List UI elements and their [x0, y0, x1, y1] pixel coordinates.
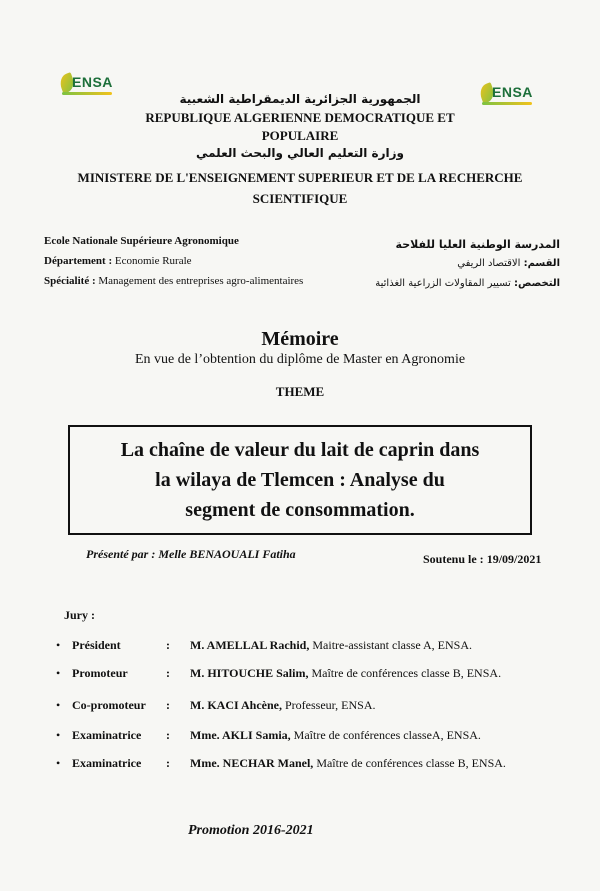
jury-member	[190, 638, 472, 653]
ministry-line2: SCIENTIFIQUE	[252, 191, 348, 206]
bullet-icon: •	[56, 666, 61, 680]
jury-member	[190, 666, 501, 681]
school-name-ar: المدرسة الوطنية العليا للفلاحة	[395, 238, 560, 251]
bullet-icon: •	[56, 728, 61, 742]
defended-date: Soutenu le : 19/09/2021	[423, 552, 542, 566]
logo-text: ENSA	[72, 74, 113, 90]
ministry-line1: MINISTERE DE L'ENSEIGNEMENT SUPERIEUR ET DE LA RECHERCHE	[77, 170, 523, 185]
specialty-fr: Spécialité : Management des entreprises agro-alimentaires	[44, 275, 304, 287]
jury-role: Promoteur	[72, 666, 128, 680]
jury-member-name: Mme. NECHAR Manel,	[190, 756, 314, 770]
jury-role: Examinatrice	[72, 756, 142, 770]
memoire-title: Mémoire	[261, 328, 339, 350]
author-name: Melle BENAOUALI Fatiha	[158, 547, 296, 561]
jury-row	[40, 698, 580, 718]
arabic-republic: الجمهورية الجزائرية الديمقراطية الشعبية	[179, 92, 421, 106]
jury-member-title: Maître de conférences classeA, ENSA.	[293, 728, 481, 742]
promotion: Promotion 2016-2021	[188, 823, 314, 838]
jury-member-title: Maître de conférences classe B, ENSA.	[311, 666, 502, 680]
arabic-ministry: وزارة التعليم العالي والبحث العلمي	[195, 146, 405, 160]
school-name-fr: Ecole Nationale Supérieure Agronomique	[44, 235, 239, 247]
logo-text: ENSA	[492, 84, 533, 100]
jury-colon: :	[166, 638, 170, 652]
jury-row	[40, 638, 580, 658]
jury-member-name: M. AMELLAL Rachid,	[190, 638, 310, 652]
jury-member-name: M. KACI Ahcène,	[190, 698, 282, 712]
jury-member-title: Maitre-assistant classe A, ENSA.	[312, 638, 472, 652]
jury-colon: :	[166, 666, 170, 680]
theme-title: La chaîne de valeur du lait de caprin dans la wilaya de Tlemcen : Analyse du segment de consommation.	[120, 439, 480, 521]
jury-role: Examinatrice	[72, 728, 142, 742]
jury-row	[40, 666, 580, 686]
jury-colon: :	[166, 728, 170, 742]
jury-colon: :	[166, 756, 170, 770]
bullet-icon: •	[56, 698, 61, 712]
jury-colon: :	[166, 698, 170, 712]
jury-member-name: M. HITOUCHE Salim,	[190, 666, 309, 680]
jury-member	[190, 698, 376, 713]
memoire-subtitle: En vue de l’obtention du diplôme de Master en Agronomie	[134, 352, 466, 367]
republic-line1: REPUBLIQUE ALGERIENNE DEMOCRATIQUE ET	[145, 110, 455, 125]
republic-line2: POPULAIRE	[261, 128, 339, 143]
presented-by: Présenté par : Melle BENAOUALI Fatiha	[86, 547, 296, 561]
jury-label: Jury :	[64, 608, 95, 622]
bullet-icon: •	[56, 756, 61, 770]
theme-label: THEME	[275, 384, 325, 399]
jury-member-name: Mme. AKLI Samia,	[190, 728, 291, 742]
jury-member	[190, 756, 506, 771]
specialty-ar: التخصص: تسيير المقاولات الزراعية الغذائية	[375, 278, 560, 289]
department-ar: القسم: الاقتصاد الريفي	[457, 258, 560, 269]
bullet-icon: •	[56, 638, 61, 652]
jury-row	[40, 728, 580, 748]
theme-box	[68, 425, 532, 535]
jury-member-title: Professeur, ENSA.	[285, 698, 376, 712]
department-fr: Département : Economie Rurale	[44, 255, 192, 267]
jury-role: Co-promoteur	[72, 698, 146, 712]
jury-member	[190, 728, 481, 743]
jury-role: Président	[72, 638, 121, 652]
jury-row	[40, 756, 580, 776]
jury-member-title: Maître de conférences classe B, ENSA.	[316, 756, 506, 770]
